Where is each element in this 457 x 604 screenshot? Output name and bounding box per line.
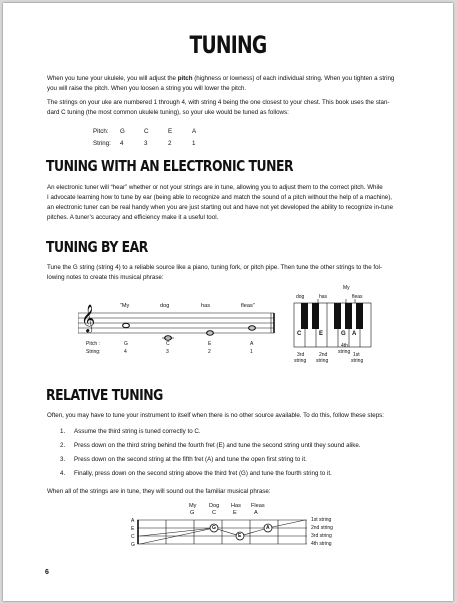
fret-pitch: A bbox=[254, 510, 258, 516]
string-value: 4 bbox=[120, 140, 124, 147]
tuning-by-ear-heading: TUNING BY EAR bbox=[46, 238, 148, 256]
fretboard-grid bbox=[137, 517, 309, 551]
electronic-line: An electronic tuner will “hear” whether or not your strings are in tune, allowing you to adjust them to the correct pitch. While bbox=[47, 184, 383, 191]
staff-pitch-label: Pitch : bbox=[86, 341, 100, 347]
fret-word: Has bbox=[231, 503, 241, 509]
intro-line-1 bbox=[47, 74, 394, 84]
fret-dot-label: E bbox=[238, 533, 242, 539]
intro-line-2: you will raise the pitch. When you loosen a string you will lower the pitch. bbox=[47, 85, 247, 92]
intro-text: (highness or lowness) of each individual string. When you tighten a string bbox=[192, 75, 395, 82]
fret-word: Fleas bbox=[251, 503, 265, 509]
pitch-term: pitch bbox=[177, 75, 193, 82]
staff-pitch: G bbox=[124, 341, 128, 347]
piano-key-label: E bbox=[319, 331, 324, 337]
relative-intro: Often, you may have to tune your instrument to itself when there is no other source available. To do this, follow these steps: bbox=[47, 412, 384, 419]
fret-word: Dog bbox=[209, 503, 220, 509]
pitch-value: A bbox=[192, 128, 197, 135]
piano-string-ordinal: 1st bbox=[353, 352, 360, 358]
step-text: Press down on the third string behind the fourth fret (E) and tune the second string until they sound alike. bbox=[74, 442, 361, 449]
staff-string: 2 bbox=[208, 349, 211, 355]
staff-pitch: A bbox=[250, 341, 254, 347]
staff-pitch: C bbox=[166, 341, 170, 347]
piano-key-label: C bbox=[297, 331, 302, 337]
open-string-note: A bbox=[131, 518, 135, 524]
electronic-line: I advocate learning how to tune by ear (being able to recognize and match the sound of a pitch without the help of a machine), bbox=[47, 194, 393, 201]
step-text: Assume the third string is tuned correctly to C. bbox=[74, 428, 201, 435]
staff-string: 1 bbox=[250, 349, 253, 355]
fret-pitch: G bbox=[190, 510, 195, 516]
intro-text: When you tune your ukulele, you will adjust the bbox=[47, 75, 178, 82]
piano-top-label: has bbox=[319, 294, 328, 300]
piano-string-word: string bbox=[294, 358, 307, 364]
open-string-note: E bbox=[131, 526, 135, 532]
page-title: TUNING bbox=[189, 31, 267, 59]
step-text: Finally, press down on the second string above the third fret (G) and tune the fourth string to it. bbox=[74, 470, 332, 477]
staff-string: 4 bbox=[124, 349, 127, 355]
piano-string-ordinal: 2nd bbox=[319, 352, 328, 358]
fret-dot-label: G bbox=[212, 525, 216, 531]
step-number: 1. bbox=[60, 428, 66, 435]
relative-outro: When all of the strings are in tune, they will sound out the familiar musical phrase: bbox=[47, 488, 271, 495]
string-label: String: bbox=[93, 140, 111, 147]
by-ear-line: lowing notes to create this musical phrase: bbox=[47, 274, 164, 281]
lyric-word: “My bbox=[120, 303, 130, 309]
string-name: 3rd string bbox=[311, 533, 332, 539]
fret-word: My bbox=[189, 503, 197, 509]
step-number: 2. bbox=[60, 442, 66, 449]
open-string-note: C bbox=[131, 534, 135, 540]
staff-string-label: String: bbox=[86, 349, 101, 355]
string-value: 2 bbox=[168, 140, 172, 147]
string-value: 3 bbox=[144, 140, 148, 147]
intro-line-4: dard C tuning (the most common ukulele tuning), so your uke would be tuned as follows: bbox=[47, 109, 289, 116]
step-number: 3. bbox=[60, 456, 66, 463]
lyric-word: fleas” bbox=[241, 303, 255, 309]
fret-pitch: E bbox=[233, 510, 237, 516]
pitch-value: E bbox=[168, 128, 173, 135]
string-name: 1st string bbox=[311, 517, 332, 523]
fret-pitch: C bbox=[212, 510, 217, 516]
piano-top-label: dog bbox=[296, 294, 305, 300]
electronic-line: an electronic tuner can be real handy when you are just starting out and have not yet developed the ability to recognize in-tune bbox=[47, 204, 394, 211]
pitch-value: G bbox=[120, 128, 125, 135]
piano-key-label: A bbox=[352, 331, 357, 337]
relative-tuning-heading: RELATIVE TUNING bbox=[46, 386, 163, 404]
piano-key-label: G bbox=[341, 331, 346, 337]
step-number: 4. bbox=[60, 470, 66, 477]
step-text: Press down on the second string at the fifth fret (A) and tune the open first string to it. bbox=[74, 456, 307, 463]
piano-keys bbox=[293, 299, 373, 351]
open-string-note: G bbox=[131, 542, 135, 548]
book-page bbox=[3, 3, 453, 601]
pitch-value: C bbox=[144, 128, 149, 135]
piano-string-ordinal: 3rd bbox=[297, 352, 305, 358]
lyric-word: dog bbox=[160, 303, 170, 309]
string-value: 1 bbox=[192, 140, 196, 147]
staff-pitch: E bbox=[208, 341, 212, 347]
intro-line-3: The strings on your uke are numbered 1 through 4, with string 4 being the one closest to your chest. This book uses the stan- bbox=[47, 99, 390, 106]
by-ear-line: Tune the G string (string 4) to a reliable source like a piano, tuning fork, or pitch pipe. Then tune the other strings to the fol- bbox=[47, 264, 382, 271]
piano-top-label: fleas bbox=[352, 294, 363, 300]
string-name: 2nd string bbox=[311, 525, 333, 531]
lyric-word: has bbox=[201, 303, 211, 309]
piano-string-word: string bbox=[316, 358, 329, 364]
piano-string-ordinal: 4th bbox=[341, 343, 348, 349]
pitch-label: Pitch: bbox=[93, 128, 109, 135]
piano-string-word: string bbox=[338, 349, 351, 355]
staff-string: 3 bbox=[166, 349, 169, 355]
piano-string-word: string bbox=[351, 358, 364, 364]
fret-dot-label: A bbox=[266, 525, 270, 531]
electronic-line: pitches. A tuner’s accuracy and efficiency make it a useful tool. bbox=[47, 214, 219, 221]
electronic-tuner-heading: TUNING WITH AN ELECTRONIC TUNER bbox=[46, 157, 294, 175]
string-name: 4th string bbox=[311, 541, 332, 547]
treble-clef-icon: 𝄞 bbox=[81, 304, 96, 332]
piano-top-label: My bbox=[343, 285, 350, 291]
page-number: 6 bbox=[45, 569, 49, 576]
staff-lines bbox=[78, 311, 278, 341]
